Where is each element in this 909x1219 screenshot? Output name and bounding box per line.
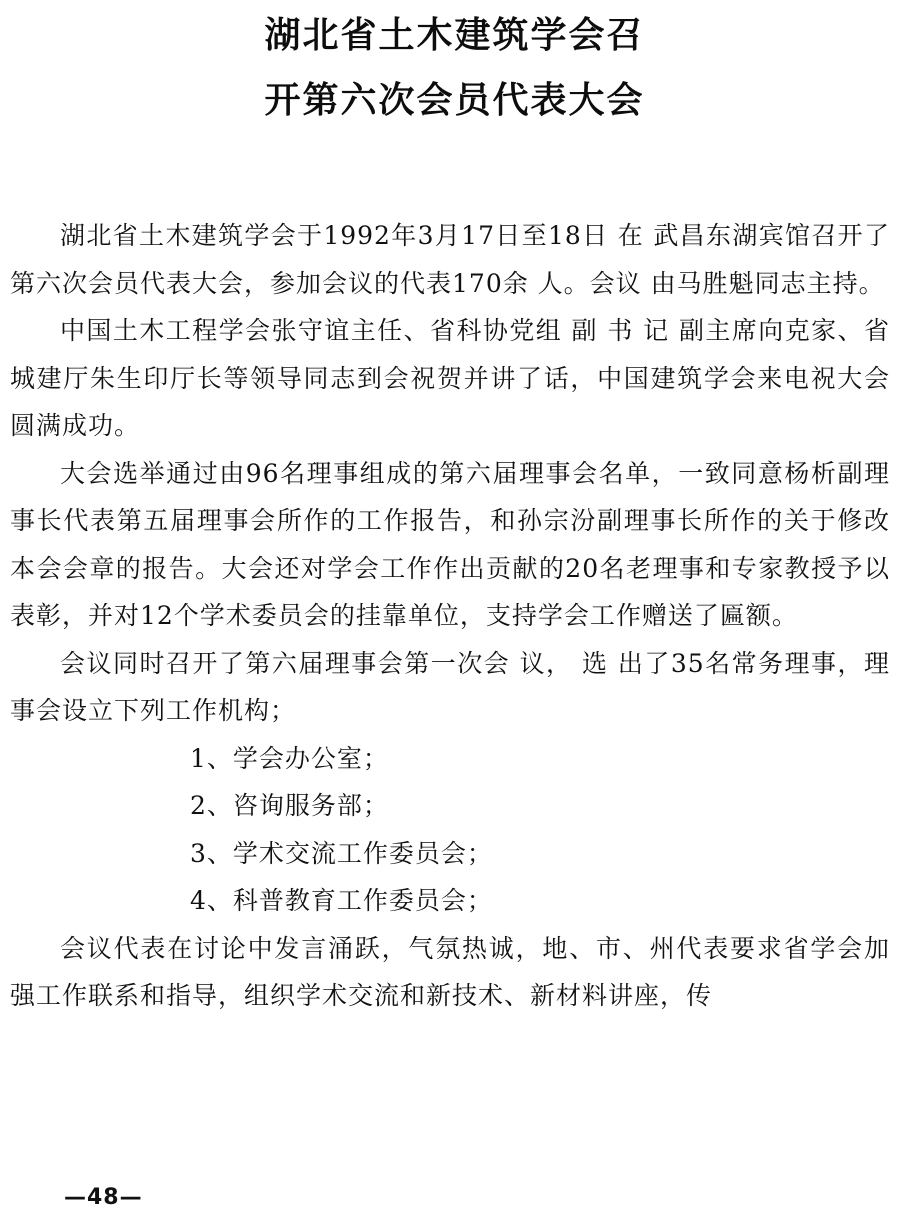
- page-number: —48—: [64, 1185, 143, 1210]
- list-item: 2、咨询服务部；: [190, 791, 389, 820]
- paragraph-5: 会议代表在讨论中发言涌跃，气氛热诚，地、市、州代表要求省学会加强工作联系和指导，组织学术交流和新技术、新材料讲座，传: [10, 933, 890, 1010]
- article-title-line-2: 开第六次会员代表大会: [264, 80, 645, 121]
- work-units-list: [10, 735, 890, 925]
- list-item: 3、学术交流工作委员会；: [190, 838, 493, 868]
- paragraph-4: 会议同时召开了第六届理事会第一次会 议， 选 出了35名常务理事，理事会设立下列工作机构；: [10, 648, 890, 725]
- paragraph-1: 湖北省土木建筑学会于1992年3月17日至18日 在 武昌东湖宾馆召开了第六次会员代表大会，参加会议的代表170余 人。会议 由马胜魁同志主持。: [10, 221, 890, 298]
- article-title-line-1: 湖北省土木建筑学会召: [264, 15, 645, 56]
- paragraph-3: 大会选举通过由96名理事组成的第六届理事会名单，一致同意杨析副理事长代表第五届理事会所作的工作报告，和孙宗汾副理事长所作的关于修改本会会章的报告。大会还对学会工作作出贡献的20名老理事和专家教授予以表彰，并对12个学术委员会的挂靠单位，支持学会工作赠送了匾额。: [10, 458, 890, 630]
- article-body: [10, 212, 890, 1020]
- list-item: 4、科普教育工作委员会；: [190, 886, 493, 915]
- list-item: 1、学会办公室；: [190, 743, 389, 773]
- paragraph-2: 中国土木工程学会张守谊主任、省科协党组 副 书 记 副主席向克家、省城建厅朱生印厅长等领导同志到会祝贺并讲了话，中国建筑学会来电祝大会圆满成功。: [10, 316, 890, 440]
